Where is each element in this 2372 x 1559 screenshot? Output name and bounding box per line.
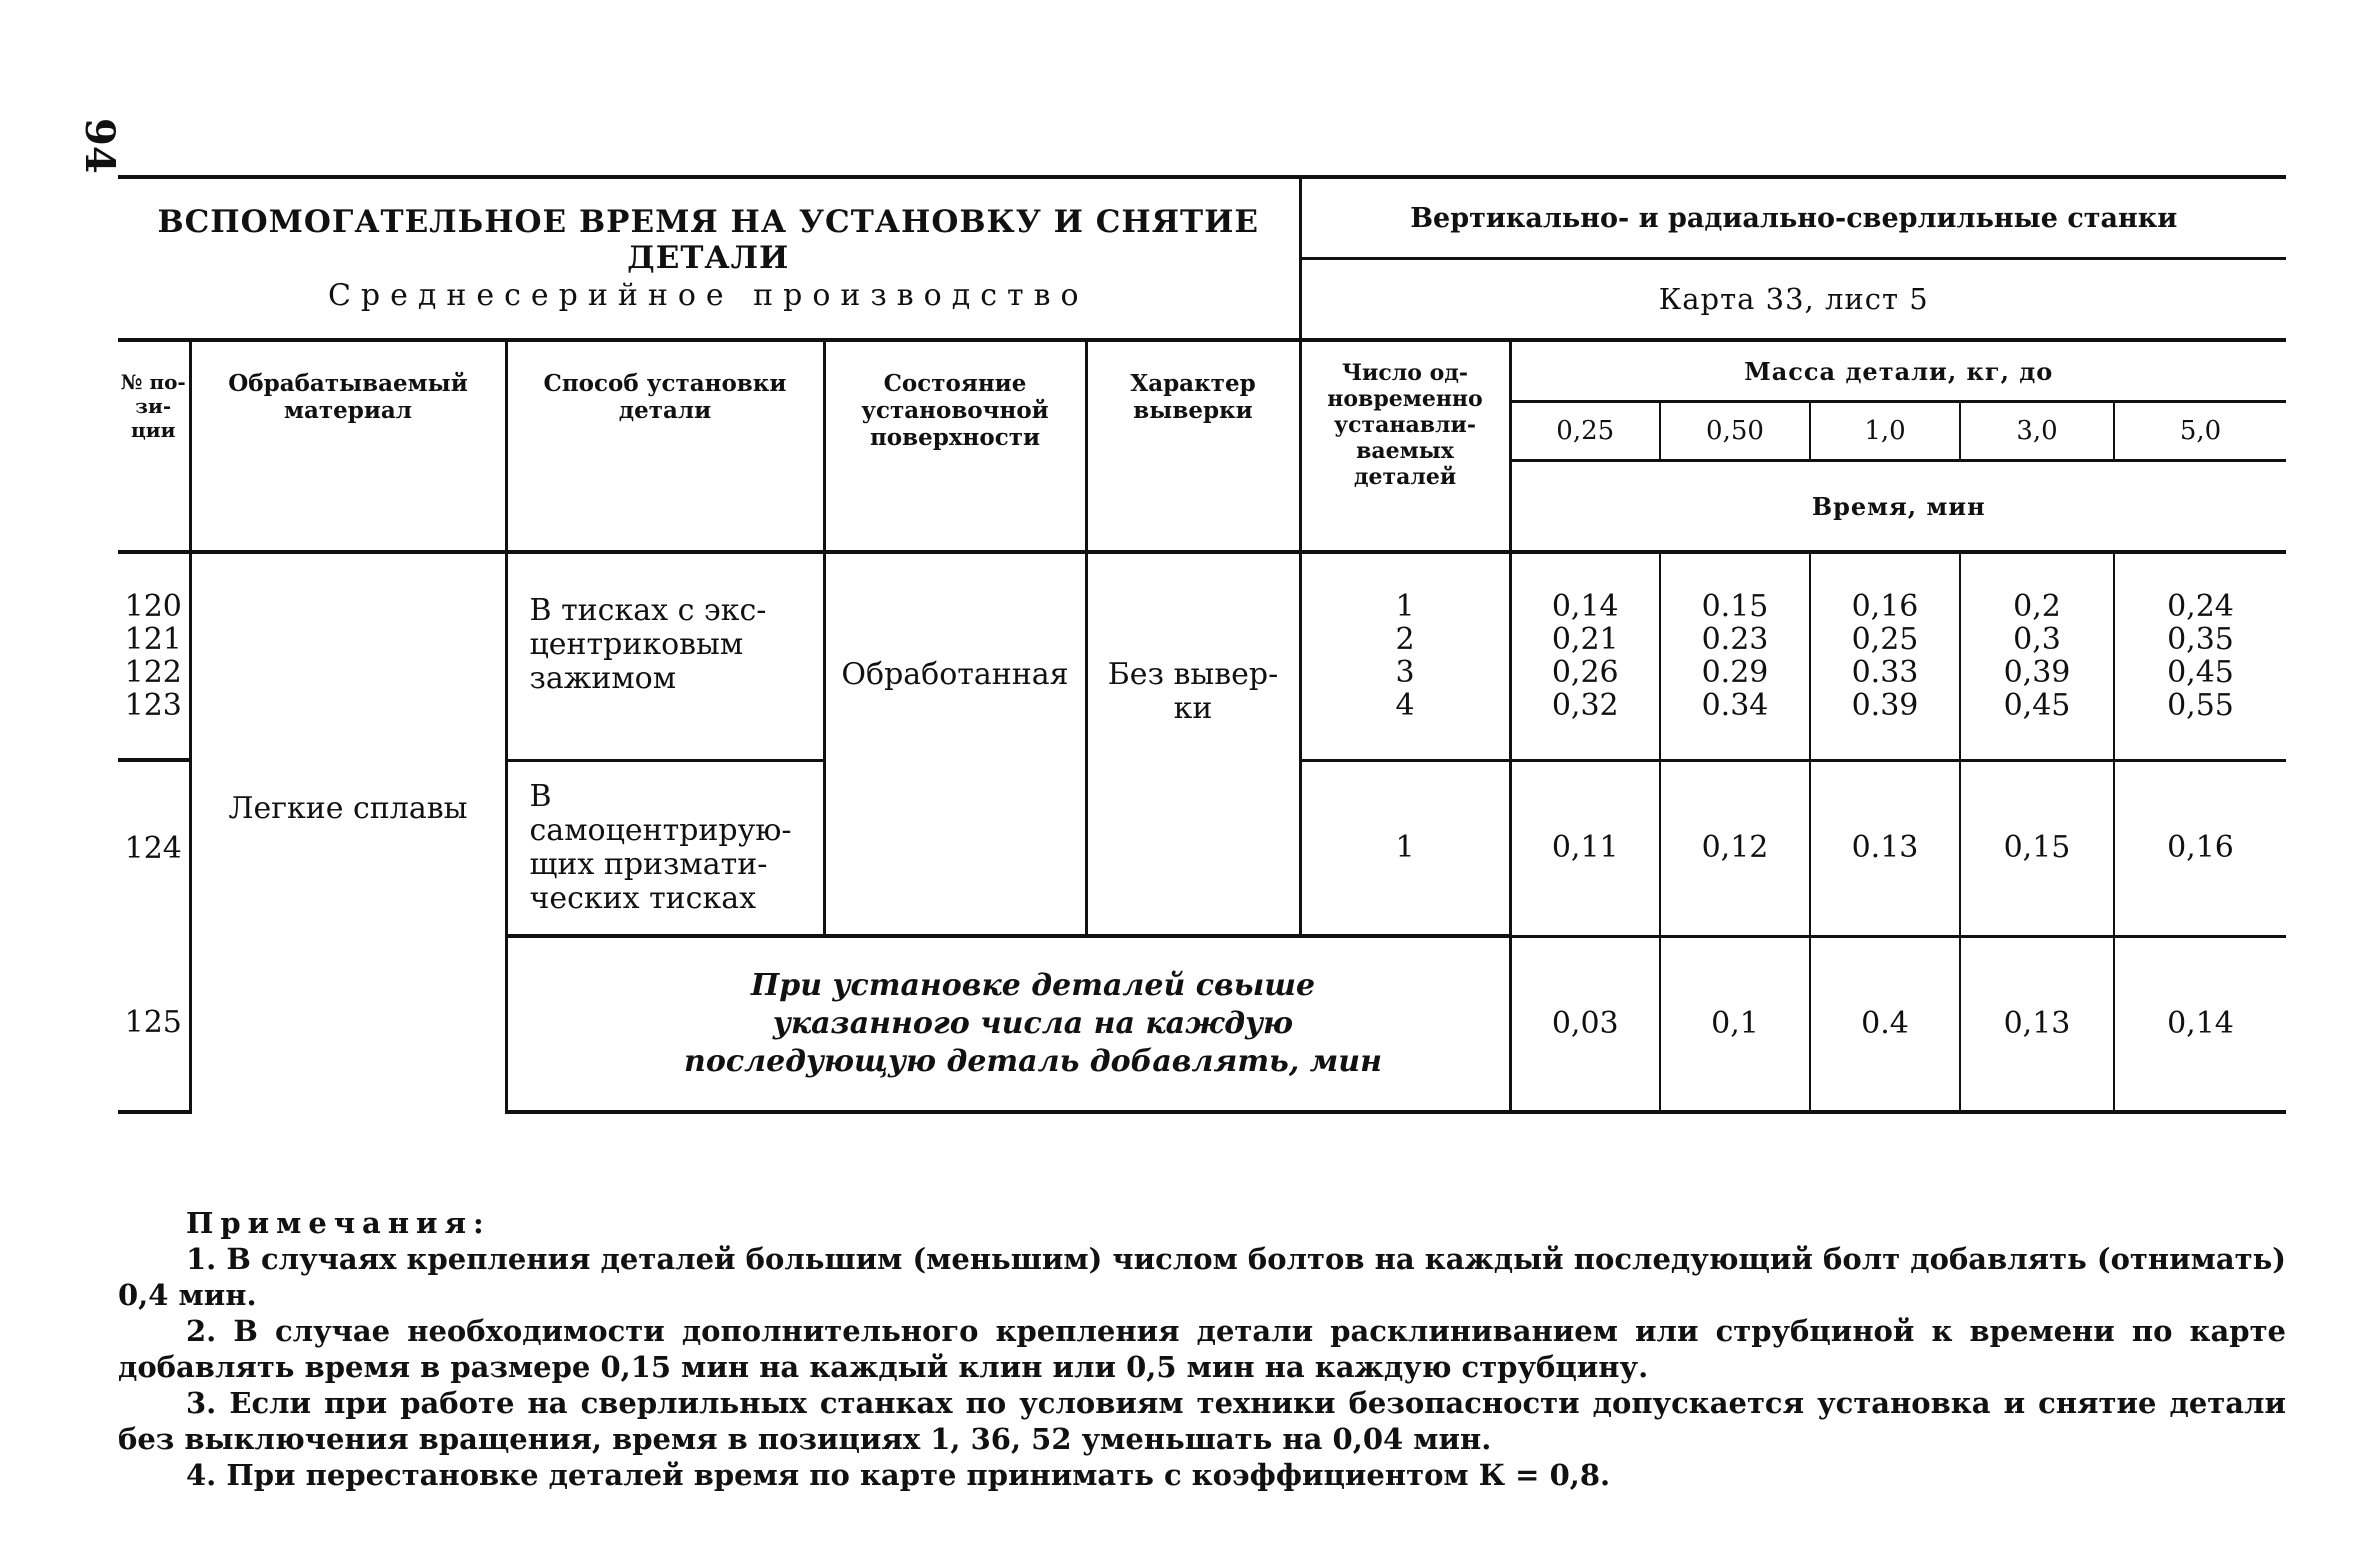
time-value: 0,32 (1551, 688, 1619, 724)
time-value: 0,16 (1851, 589, 1919, 625)
time-value: 0.23 (1701, 622, 1769, 658)
mass-value-4: 3,0 (1960, 402, 2114, 461)
times-mass-5 (2114, 552, 2286, 760)
mass-header: Масса детали, кг, до (1510, 340, 2286, 402)
note-item: 4. При перестановке деталей время по карте принимать с коэффициентом К = 0,8. (186, 1458, 1611, 1492)
time-value: 0,2 (2013, 589, 2061, 625)
position-124: 124 (118, 760, 190, 936)
note-item: 2. В случае необходимости дополнительного крепления детали расклиниванием или струбциной к времени по карте добавлять время в размере 0,15 мин на каждый клин или 0,5 мин на каждую струбцину. (118, 1314, 2286, 1384)
page-subtitle: Среднесерийное производство (327, 278, 1089, 313)
position-120: 120 (124, 589, 182, 624)
count-3: 3 (1395, 655, 1415, 691)
col-surface-header: Состояние установочной поверхности (824, 340, 1086, 552)
notes-title: Примечания: (186, 1206, 491, 1240)
count-4: 4 (1395, 688, 1415, 724)
position-125: 125 (118, 936, 190, 1112)
times-mass-3 (1810, 552, 1960, 760)
time-value: 0.4 (1810, 936, 1960, 1112)
positions-120-123 (118, 552, 190, 760)
time-value: 0,13 (1960, 936, 2114, 1112)
time-value: 0,21 (1551, 622, 1619, 658)
page-number: 94 (76, 118, 123, 174)
position-121: 121 (124, 622, 182, 657)
mass-value-2: 0,50 (1660, 402, 1810, 461)
material-cell: Легкие сплавы (190, 552, 506, 1112)
times-mass-4 (1960, 552, 2114, 760)
time-header: Время, мин (1510, 461, 2286, 553)
time-value: 0,16 (2114, 760, 2286, 936)
time-value: 0,11 (1510, 760, 1660, 936)
col-method-header: Способ установки детали (506, 340, 824, 552)
time-value: 0,45 (2167, 655, 2234, 691)
time-value: 0.13 (1810, 760, 1960, 936)
time-value: 0,25 (1851, 622, 1919, 658)
times-mass-1 (1510, 552, 1660, 760)
note-item: 1. В случаях крепления деталей большим (меньшим) числом болтов на каждый последующий болт добавлять (отнимать) 0,4 мин. (118, 1242, 2286, 1312)
time-value: 0,15 (1960, 760, 2114, 936)
surface-cell: Обработанная (824, 552, 1086, 936)
time-value: 0,14 (2114, 936, 2286, 1112)
col-material-header: Обрабатываемый материал (190, 340, 506, 552)
time-value: 0,26 (1551, 655, 1619, 691)
time-value: 0,1 (1660, 936, 1810, 1112)
norm-table (118, 175, 2286, 1114)
mass-value-1: 0,25 (1510, 402, 1660, 461)
time-value: 0.34 (1701, 688, 1769, 724)
count-2: 2 (1395, 622, 1415, 658)
method-self-centering: В самоцентрирую-щих призмати-ческих тисках (506, 760, 824, 936)
time-value: 0.33 (1851, 655, 1919, 691)
time-value: 0,35 (2167, 622, 2234, 658)
time-value: 0,12 (1660, 760, 1810, 936)
time-value: 0.29 (1701, 655, 1769, 691)
count-1: 1 (1395, 589, 1415, 625)
col-alignment-header: Характер выверки (1086, 340, 1300, 552)
notes-section (118, 1205, 2286, 1493)
times-mass-2 (1660, 552, 1810, 760)
machine-type: Вертикально- и радиально-сверлильные станки (1300, 177, 2286, 259)
time-value: 0,14 (1551, 589, 1619, 625)
note-item: 3. Если при работе на сверлильных станках по условиям техники безопасности допускается установка и снятие детали без выключения вращения, время в позициях 1, 36, 52 уменьшать на 0,04 мин. (118, 1386, 2286, 1456)
page-title: ВСПОМОГАТЕЛЬНОЕ ВРЕМЯ НА УСТАНОВКУ И СНЯТИЕ ДЕТАЛИ (157, 204, 1260, 276)
time-value: 0,39 (2003, 655, 2071, 691)
count-124: 1 (1300, 760, 1510, 936)
time-value: 0.39 (1851, 688, 1919, 724)
time-value: 0,55 (2167, 688, 2234, 724)
method-eccentric: В тисках с экс-центриковым зажимом (506, 552, 824, 760)
title-block (118, 177, 1300, 340)
counts-group1 (1300, 552, 1510, 760)
time-value: 0.15 (1701, 589, 1769, 625)
mass-value-3: 1,0 (1810, 402, 1960, 461)
time-value: 0,45 (2003, 688, 2071, 724)
col-count-header: Число од-новременно устанавли-ваемых деталей (1300, 340, 1510, 552)
time-value: 0,3 (2013, 622, 2061, 658)
time-value: 0,24 (2167, 589, 2234, 625)
time-value: 0,03 (1510, 936, 1660, 1112)
position-122: 122 (124, 655, 182, 690)
position-123: 123 (124, 688, 182, 723)
mass-value-5: 5,0 (2114, 402, 2286, 461)
col-position-header: № по-зи-ции (118, 340, 190, 552)
card-number: Карта 33, лист 5 (1300, 259, 2286, 341)
extra-parts-note: При установке деталей свыше указанного числа на каждую последующую деталь добавлять, мин (506, 936, 1510, 1112)
alignment-cell: Без вывер-ки (1086, 552, 1300, 936)
